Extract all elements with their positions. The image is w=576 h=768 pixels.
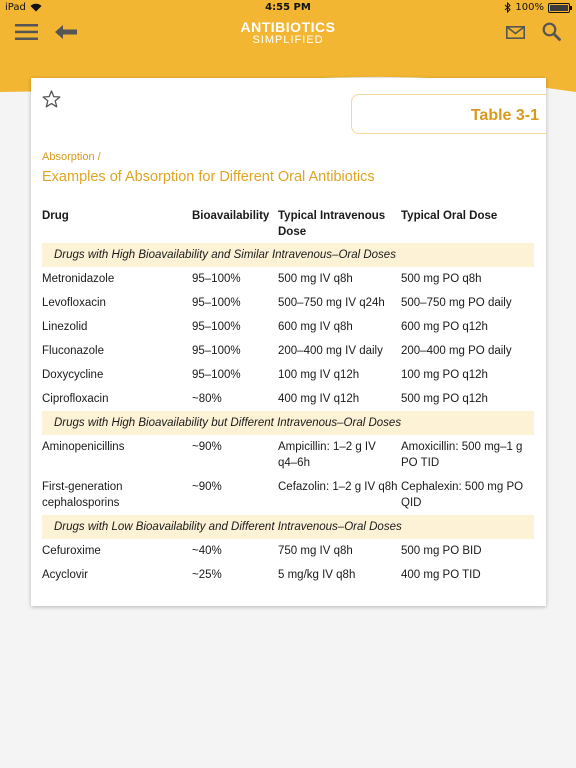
oral-dose-cell: 100 mg PO q12h — [401, 369, 488, 381]
oral-dose-cell: 600 mg PO q12h — [401, 321, 488, 333]
oral-dose-cell: Cephalexin: 500 mg PO QID — [401, 481, 524, 509]
iv-dose-cell: 5 mg/kg IV q8h — [278, 569, 356, 581]
iv-dose-cell: 500–750 mg IV q24h — [278, 297, 385, 309]
table-row — [42, 563, 534, 587]
column-header: Typical Oral Dose — [401, 210, 498, 222]
table-row — [42, 315, 534, 339]
section-heading: Drugs with High Bioavailability but Different Intravenous–Oral Doses — [42, 411, 534, 435]
iv-dose-cell: Cefazolin: 1–2 g IV q8h — [278, 481, 398, 493]
bioavailability-cell: ~80% — [192, 393, 222, 405]
table-row — [42, 339, 534, 363]
bioavailability-cell: 95–100% — [192, 297, 241, 309]
page-title: Examples of Absorption for Different Oral Antibiotics — [42, 169, 375, 185]
iv-dose-cell: 500 mg IV q8h — [278, 273, 353, 285]
column-header: Typical Intravenous Dose — [278, 210, 386, 238]
oral-dose-cell: 500 mg PO BID — [401, 545, 482, 557]
drug-cell: First-generation cephalosporins — [42, 481, 123, 509]
app-brand — [0, 20, 576, 46]
oral-dose-cell: 500–750 mg PO daily — [401, 297, 512, 309]
drug-cell: Cefuroxime — [42, 545, 101, 557]
drug-cell: Linezolid — [42, 321, 88, 333]
drug-cell: Doxycycline — [42, 369, 104, 381]
drug-cell: Aminopenicillins — [42, 441, 125, 453]
drug-cell: Ciprofloxacin — [42, 393, 109, 405]
drug-cell: Metronidazole — [42, 273, 115, 285]
bioavailability-cell: 95–100% — [192, 321, 241, 333]
iv-dose-cell: Ampicillin: 1–2 g IV q4–6h — [278, 441, 376, 469]
brand-title: ANTIBIOTICS — [240, 19, 336, 35]
content-card — [31, 78, 546, 606]
status-bar — [0, 0, 576, 17]
iv-dose-cell: 200–400 mg IV daily — [278, 345, 383, 357]
iv-dose-cell: 100 mg IV q12h — [278, 369, 360, 381]
bluetooth-icon — [504, 2, 511, 13]
drug-cell: Fluconazole — [42, 345, 105, 357]
table-number: Table 3-1 — [470, 107, 539, 124]
bioavailability-cell: ~90% — [192, 441, 222, 453]
table-row — [42, 363, 534, 387]
table-row — [42, 387, 534, 411]
device-label: iPad — [5, 2, 26, 13]
table-header — [42, 208, 534, 243]
table-label-tab — [351, 94, 547, 134]
status-time: 4:55 PM — [265, 2, 311, 13]
table-row — [42, 267, 534, 291]
oral-dose-cell: Amoxicillin: 500 mg–1 g PO TID — [401, 441, 523, 469]
iv-dose-cell: 750 mg IV q8h — [278, 545, 353, 557]
search-icon[interactable] — [542, 22, 561, 41]
bioavailability-cell: ~40% — [192, 545, 222, 557]
oral-dose-cell: 500 mg PO q8h — [401, 273, 482, 285]
favorite-star-icon[interactable] — [42, 90, 61, 108]
section-heading: Drugs with Low Bioavailability and Different Intravenous–Oral Doses — [42, 515, 534, 539]
table-row — [42, 291, 534, 315]
column-header: Drug — [42, 210, 69, 222]
battery-percent: 100% — [515, 2, 544, 13]
breadcrumb[interactable]: Absorption / — [42, 151, 101, 163]
section-heading: Drugs with High Bioavailability and Similar Intravenous–Oral Doses — [42, 243, 534, 267]
bioavailability-cell: 95–100% — [192, 273, 241, 285]
oral-dose-cell: 200–400 mg PO daily — [401, 345, 512, 357]
table-row — [42, 475, 534, 515]
bioavailability-cell: 95–100% — [192, 345, 241, 357]
absorption-table — [42, 208, 534, 587]
oral-dose-cell: 500 mg PO q12h — [401, 393, 488, 405]
iv-dose-cell: 400 mg IV q12h — [278, 393, 360, 405]
oral-dose-cell: 400 mg PO TID — [401, 569, 481, 581]
table-row — [42, 435, 534, 475]
iv-dose-cell: 600 mg IV q8h — [278, 321, 353, 333]
mail-icon[interactable] — [506, 26, 525, 39]
drug-cell: Acyclovir — [42, 569, 89, 581]
bioavailability-cell: ~90% — [192, 481, 222, 493]
brand-subtitle: SIMPLIFIED — [252, 34, 324, 46]
drug-cell: Levofloxacin — [42, 297, 106, 309]
bioavailability-cell: ~25% — [192, 569, 222, 581]
battery-icon — [548, 3, 570, 13]
table-row — [42, 539, 534, 563]
column-header: Bioavailability — [192, 210, 270, 222]
bioavailability-cell: 95–100% — [192, 369, 241, 381]
